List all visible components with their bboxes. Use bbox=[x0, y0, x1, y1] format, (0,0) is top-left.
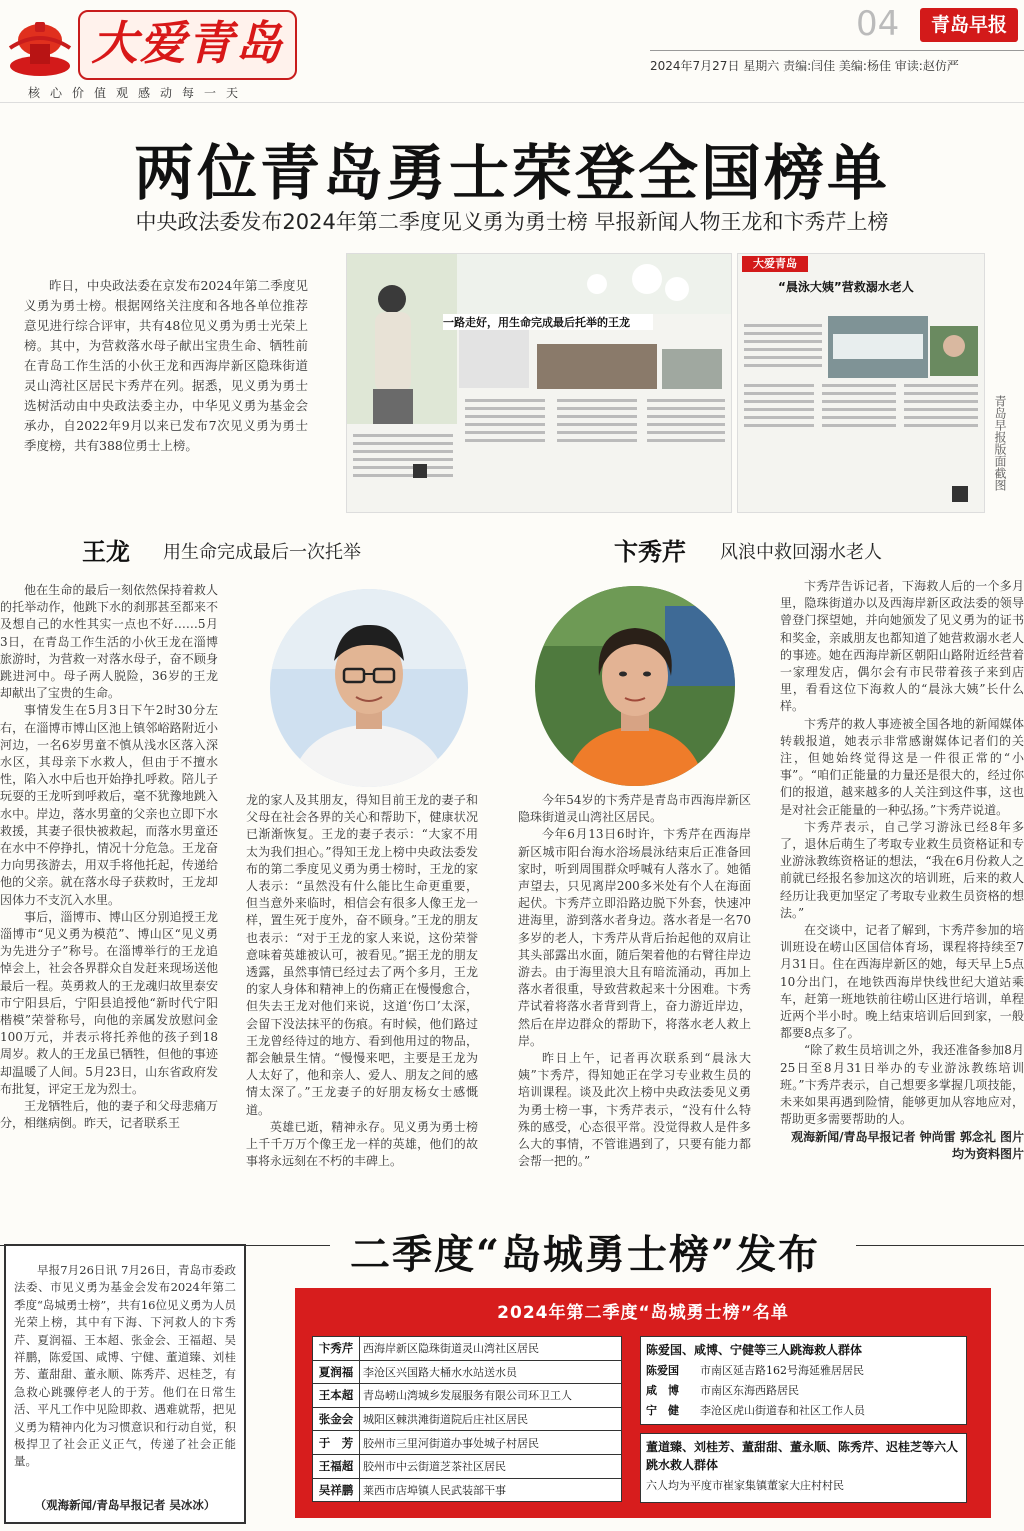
wanglong-paragraph: 事情发生在5月3日下午2时30分左右，在淄博市博山区池上镇邻峪路附近小河边，一名6岁男童不慎从浅水区落入深水区，其母亲下水救人，但由于不擅水性，陷入水中后也开始挣扎呼救。陪儿子玩耍的王龙听到呼救后，毫不犹豫地跳入水中。岸边，落水男童的父亲也立即下水救援，其妻子很快被救起，而落水男童还在水中不停挣扎，情况十分危急。王龙奋力向男孩游去，用双手将他托起，传递给他的父亲。就在落水母子获救时，王龙却因体力不支沉入水里。 bbox=[0, 703, 218, 907]
bianxiuqin-paragraph: 卞秀芹告诉记者，下海救人后的一个多月里，隐珠街道办以及西海岸新区政法委的领导曾登门探望她，并向她颁发了见义勇为的证书和奖金，亲戚朋友也都知道了她营救溺水老人的事迹。她在西海岸新区朝阳山路附近经营着一家理发店，偶尔会有市民带着孩子来到店里，看看这位下海救人的“晨泳大姨”长什么样。 bbox=[780, 579, 1024, 714]
honoree-description: 李沧区兴国路大桶水水站送水员 bbox=[360, 1360, 622, 1384]
honoree-name: 王福超 bbox=[313, 1454, 360, 1478]
honor-list-row bbox=[313, 1454, 622, 1478]
honoree-name: 卞秀芹 bbox=[313, 1337, 360, 1361]
group1-member bbox=[641, 1380, 966, 1400]
bianxiuqin-col2 bbox=[780, 578, 1024, 1163]
bianxiuqin-tagline: 风浪中救回溺水老人 bbox=[720, 542, 882, 563]
header-rule bbox=[650, 50, 1024, 51]
screenshot-caption: 青岛早报版面截图 bbox=[993, 395, 1007, 491]
group1-member bbox=[641, 1360, 966, 1380]
thumb2-brand: 大爱青岛 bbox=[742, 256, 808, 272]
wanglong-paragraph: 英雄已逝，精神永存。见义勇为勇士榜上千千万万个像王龙一样的英雄，他们的故事将永远刻在不朽的丰碑上。 bbox=[246, 1119, 478, 1169]
page-number: 04 bbox=[856, 4, 900, 44]
announcement-byline: （观海新闻/青岛早报记者 吴冰冰） bbox=[34, 1498, 216, 1512]
honor-list-table bbox=[312, 1336, 622, 1502]
bianxiuqin-col1 bbox=[518, 792, 751, 1170]
wanglong-paragraph: 事后，淄博市、博山区分别追授王龙淄博市“见义勇为模范”、博山区“见义勇为先进分子”称号。在淄博举行的王龙追悼会上，社会各界群众自发赶来现场送他最后一程。英勇救人的王龙魂归故里泰安市宁阳县后，宁阳县追授他“新时代宁阳楷模”荣誉称号，向他的亲属发放慰问金100万元，并表示将托养他的孩子到18周岁。救人的王龙虽已牺牲，但他的事迹却温暖了人间。5月23日，山东省政府发布批复，评定王龙为烈士。 bbox=[0, 909, 218, 1096]
wanglong-paragraph: 龙的家人及其朋友，得知目前王龙的妻子和父母在社会各界的关心和帮助下，健康状况已渐渐恢复。王龙的妻子表示：“大家不用太为我们担心。”得知王龙上榜中央政法委发布的第二季度见义勇为勇士榜时，王龙的家人表示：“虽然没有什么能比生命更重要，但当意外来临时，相信会有很多人像王龙一样，置生死于度外，奋不顾身。”王龙的朋友也表示：“对于王龙的家人来说，这份荣誉意味着英雄被认可，被看见。”据王龙的朋友透露，虽然事情已经过去了两个多月，王龙的家人身体和精神上的伤痛正在慢慢愈合，但失去王龙对他们来说，这道‘伤口’太深，会留下没法抹平的伤痕。有时候，他们路过王龙曾经待过的地方、看到他用过的物品，都会触景生情。“慢慢来吧，主要是王龙为人太好了，他和亲人、爱人、朋友之间的感情太深了。”王龙妻子的好朋友杨女士感慨道。 bbox=[246, 793, 478, 1117]
group1-member-desc: 李沧区虎山街道春和社区工作人员 bbox=[700, 1404, 865, 1417]
intro-paragraph: 昨日，中央政法委在京发布2024年第二季度见义勇为勇士榜。根据网络关注度和各地各单位推荐意见进行综合评审，共有48位见义勇为勇士光荣上榜。其中，为营救落水母子献出宝贵生命、牺牲前在青岛工作生活的小伙王龙和西海岸新区隐珠街道灵山湾社区居民卞秀芹在列。据悉，见义勇为勇士选树活动由中央政法委主办，中华见义勇为基金会承办，自2022年9月以来已发布7次见义勇为勇士季度榜，共有388位勇士上榜。 bbox=[24, 278, 308, 453]
bianxiuqin-paragraph: 卞秀芹的救人事迹被全国各地的新闻媒体转载报道，她表示非常感谢媒体记者们的关注，但她始终觉得这是一件很正常的“小事”。“咱们正能量的力量还是很大的，经过你们的报道，越来越多的人关注到这件事，这也是对社会正能量的一种弘扬。”卞秀芹说道。 bbox=[780, 716, 1024, 817]
brand-title: 大爱青岛 bbox=[78, 10, 297, 80]
wanglong-name: 王龙 bbox=[82, 537, 130, 566]
honoree-description: 西海岸新区隐珠街道灵山湾社区居民 bbox=[360, 1337, 622, 1361]
bianxiuqin-byline: 观海新闻/青岛早报记者 钟尚雷 郭念礼 图片均为资料图片 bbox=[791, 1129, 1024, 1161]
group1-member-name: 咸 博 bbox=[646, 1384, 679, 1397]
bianxiuqin-paragraph: “除了救生员培训之外，我还准备参加8月25日至8月31日举办的专业游泳教练培训班。”卞秀芹表示，自己想要多掌握几项技能，未来如果再遇到险情，能够更加从容地应对，帮助更多需要帮助的人。 bbox=[780, 1043, 1024, 1127]
group1-title: 陈爱国、咸博、宁健等三人跳海救人群体 bbox=[646, 1343, 863, 1357]
group1-member-name: 陈爱国 bbox=[646, 1364, 679, 1377]
bottom-title: 二季度“岛城勇士榜”发布 bbox=[349, 1231, 820, 1278]
honor-list-row bbox=[313, 1360, 622, 1384]
group1-member-desc: 市南区延吉路162号海延雅居居民 bbox=[700, 1364, 864, 1377]
honor-list-row bbox=[313, 1384, 622, 1408]
group1-box bbox=[640, 1336, 967, 1425]
subheadline: 中央政法委发布2024年第二季度见义勇为勇士榜 早报新闻人物王龙和卞秀芹上榜 bbox=[135, 210, 889, 234]
announcement-box bbox=[4, 1244, 246, 1524]
paper-logo: 青岛早报 bbox=[920, 8, 1018, 42]
honor-list-box bbox=[295, 1288, 991, 1518]
page-screenshot-bianxiuqin bbox=[737, 253, 985, 513]
honor-list-row bbox=[313, 1407, 622, 1431]
group1-member-name: 宁 健 bbox=[646, 1404, 679, 1417]
honoree-name: 张金会 bbox=[313, 1407, 360, 1431]
wanglong-col1 bbox=[0, 582, 218, 1133]
bottom-rule-right bbox=[856, 1245, 1024, 1246]
group2-box bbox=[640, 1433, 967, 1503]
wanglong-paragraph: 他在生命的最后一刻依然保持着救人的托举动作，他跳下水的刹那甚至都来不及想自己的水性其实一点也不好……5月3日，在青岛工作生活的小伙王龙在淄博旅游时，为营救一对落水母子，奋不顾身跳进河中。母子两人脱险，36岁的王龙却献出了宝贵的生命。 bbox=[0, 583, 218, 701]
honor-list-title: 2024年第二季度“岛城勇士榜”名单 bbox=[497, 1303, 789, 1323]
slogan: 核心价值观感动每一天 bbox=[28, 86, 249, 100]
thumb2-headline: “晨泳大姨”营救溺水老人 bbox=[778, 280, 914, 294]
honor-list-row bbox=[313, 1431, 622, 1455]
honoree-description: 胶州市三里河街道办事处城子村居民 bbox=[360, 1431, 622, 1455]
wanglong-col2 bbox=[246, 792, 478, 1170]
tower-logo-icon bbox=[5, 18, 75, 80]
honoree-description: 青岛崂山湾城乡发展服务有限公司环卫工人 bbox=[360, 1384, 622, 1408]
honor-list-row bbox=[313, 1478, 622, 1502]
honoree-description: 胶州市中云街道芝茶社区居民 bbox=[360, 1454, 622, 1478]
honoree-name: 夏润福 bbox=[313, 1360, 360, 1384]
group2-desc: 六人均为平度市崔家集镇董家大庄村村民 bbox=[646, 1479, 844, 1492]
bianxiuqin-paragraph: 今年54岁的卞秀芹是青岛市西海岸新区隐珠街道灵山湾社区居民。 bbox=[518, 793, 751, 825]
honoree-name: 吴祥鹏 bbox=[313, 1478, 360, 1502]
bianxiuqin-paragraph: 今年6月13日6时许，卞秀芹在西海岸新区城市阳台海水浴场晨泳结束后正准备回家时，听到周围群众呼喊有人落水了。她循声望去，只见离岸200多米处有个人在海面起伏。卞秀芹立即沿路边脱下外套，快速冲进海里，游到落水者身边。落水者是一名70多岁的老人，卞秀芹从背后抬起他的双肩让其头部露出水面，随后架着他的右臂往岸边游去。由于海里浪大且有暗流涌动，再加上落水者很重，导致营救起来十分困难。卞秀芹试着将落水者背到背上，奋力游近岸边，然后在岸边群众的帮助下，将落水老人救上岸。 bbox=[518, 827, 751, 1048]
honoree-name: 王本超 bbox=[313, 1384, 360, 1408]
headline: 两位青岛勇士荣登全国榜单 bbox=[134, 139, 890, 209]
bianxiuqin-name: 卞秀芹 bbox=[614, 537, 686, 566]
wanglong-portrait bbox=[270, 589, 468, 787]
header-divider bbox=[0, 102, 1024, 103]
honor-list-row bbox=[313, 1337, 622, 1361]
group1-member-desc: 市南区东海西路居民 bbox=[700, 1384, 799, 1397]
bianxiuqin-paragraph: 昨日上午，记者再次联系到“晨泳大姨”卞秀芹，得知她正在学习专业救生员的培训课程。谈及此次上榜中央政法委见义勇为勇士榜一事，卞秀芹表示，“没有什么特殊的感受，心态很平常。没觉得救人是件多么大的事情，不管谁遇到了，只要有能力都会帮一把的。” bbox=[518, 1051, 751, 1169]
thumb1-headline: 一路走好，用生命完成最后托举的王龙 bbox=[443, 314, 653, 330]
dateline: 2024年7月27日 星期六 责编:闫佳 美编:杨佳 审读:赵仿严 bbox=[650, 59, 959, 73]
bianxiuqin-paragraph: 卞秀芹表示，自己学习游泳已经8年多了，退休后萌生了考取专业救生员资格证和专业游泳教练资格证的想法，“我在6月份救人之前就已经报名参加这次的培训班，后来的救人经历让我更加坚定了考取专业救生员资格的想法。” bbox=[780, 819, 1024, 920]
honoree-description: 城阳区棘洪滩街道院后庄社区居民 bbox=[360, 1407, 622, 1431]
page-screenshot-wanglong bbox=[346, 253, 732, 513]
intro-block bbox=[24, 276, 308, 456]
wanglong-paragraph: 王龙牺牲后，他的妻子和父母悲痛万分，相继病倒。昨天，记者联系王 bbox=[0, 1099, 218, 1131]
announcement-body bbox=[14, 1262, 236, 1471]
announcement-text: 早报7月26日讯 7月26日，青岛市委政法委、市见义勇为基金会发布2024年第二季度“岛城勇士榜”，共有16位见义勇为人员光荣上榜，其中有下海、下河救人的卞秀芹、夏润福、王本超、张金会、王福超、吴祥鹏，陈爱国、咸博、宁健、董道臻、刘桂芳、董甜甜、董永顺、陈秀芹、迟桂芝，有急救心跳骤停老人的于芳。他们在日常生活、平凡工作中见险即救、遇难就帮，把见义勇为精神内化为习惯意识和行动自觉，积极捍卫了社会正义正气，传递了社会正能量。 bbox=[14, 1263, 236, 1469]
group1-member bbox=[641, 1400, 966, 1420]
honoree-name: 于 芳 bbox=[313, 1431, 360, 1455]
bianxiuqin-portrait bbox=[535, 586, 735, 786]
bianxiuqin-paragraph: 在交谈中，记者了解到，卞秀芹参加的培训班设在崂山区国信体育场，课程将持续至7月31日。住在西海岸新区的她，每天早上5点10分出门，在地铁西海岸快线世纪大道站乘车，赶第一班地铁前往崂山区进行培训，单程近两个半小时。晚上结束培训后回到家，一般都要8点多了。 bbox=[780, 923, 1024, 1041]
group2-title: 董道臻、刘桂芳、董甜甜、董永顺、陈秀芹、迟桂芝等六人跳水救人群体 bbox=[646, 1440, 959, 1472]
honoree-description: 莱西市店埠镇人民武装部干事 bbox=[360, 1478, 622, 1502]
wanglong-tagline: 用生命完成最后一次托举 bbox=[163, 542, 361, 563]
